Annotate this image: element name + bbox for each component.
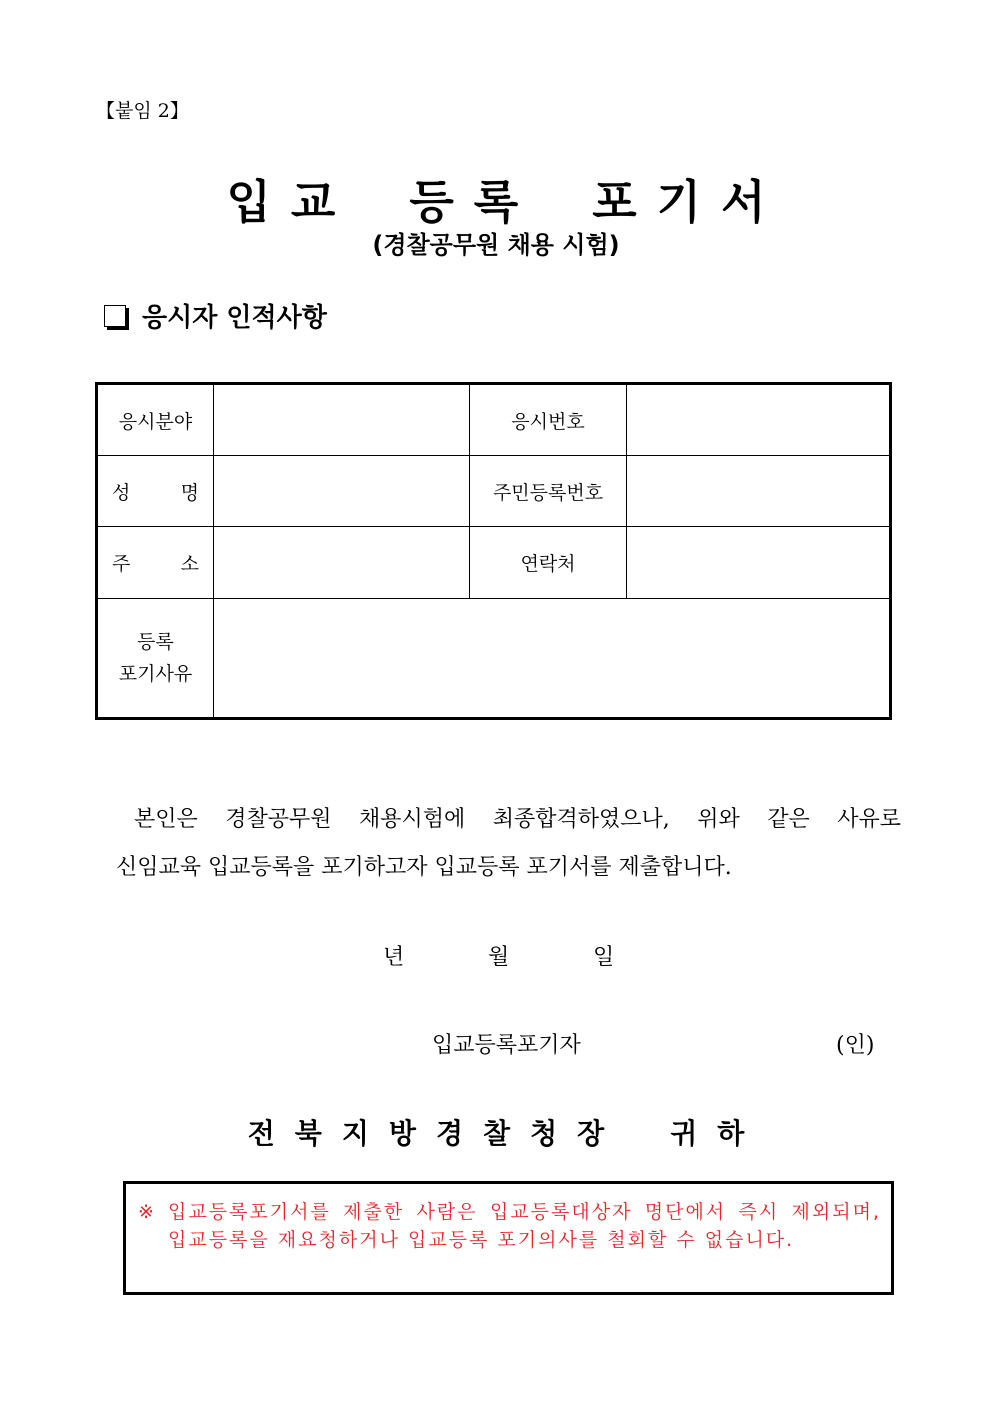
seal-mark: (인) [836,1033,875,1058]
section-heading [104,297,327,334]
date-month: 월 [488,945,510,970]
addressee-char: 장 [577,1117,605,1150]
label-part: 성 [112,481,131,504]
addressee-char: 북 [294,1117,322,1150]
notice-box [123,1181,894,1295]
addressee-char: 지 [341,1117,369,1150]
title-char: 록 [473,175,519,229]
addressee-char: 경 [435,1117,463,1150]
label-part: 명 [180,481,199,504]
date-day: 일 [593,945,615,970]
statement-paragraph [116,796,901,892]
addressee-char: 귀 [670,1117,698,1150]
checkbox-square-icon [104,305,126,327]
address-input[interactable] [214,527,470,599]
contact-input[interactable] [627,527,891,599]
title-char: 기 [656,175,702,229]
date-line [383,940,698,971]
title-char: 포 [592,175,637,229]
exam-field-input[interactable] [214,384,470,456]
label-line: 등록 [137,631,174,653]
addressee-char: 청 [530,1117,558,1150]
title-char: 입 [226,175,271,229]
notice-text: 입교등록포기서를 제출한 사람은 입교등록대상자 명단에서 즉시 제외되며, 입교등록을 재요청하거나 입교등록 포기의사를 철회할 수 없습니다. [168,1201,881,1251]
addressee-char: 전 [247,1117,275,1150]
label-withdrawal-reason [97,599,214,719]
statement-line-2: 신임교육 입교등록을 포기하고자 입교등록 포기서를 제출합니다. [116,855,732,880]
label-resident-number: 주민등록번호 [470,456,627,527]
name-input[interactable] [214,456,470,527]
table-row [97,384,891,456]
table-row [97,527,891,599]
date-year: 년 [383,945,405,970]
table-row [97,456,891,527]
signer-label: 입교등록포기자 [432,1033,581,1058]
document-subtitle: (경찰공무원 채용 시험) [372,231,620,259]
document-title [0,166,992,232]
label-exam-field: 응시분야 [97,384,214,456]
title-char: 등 [409,175,454,229]
withdrawal-reason-input[interactable] [214,599,891,719]
label-part: 주 [112,553,131,575]
label-exam-number: 응시번호 [470,384,627,456]
title-char: 서 [721,175,766,229]
label-contact: 연락처 [470,527,627,599]
section-heading-text: 응시자 인적사항 [142,303,327,333]
label-part: 소 [180,553,199,575]
resident-number-input[interactable] [627,456,891,527]
addressee-char: 하 [717,1117,745,1150]
title-char: 교 [290,175,336,229]
label-address [97,527,214,599]
reference-mark-icon: ※ [138,1201,154,1223]
attachment-label: 【붙임 2】 [96,100,189,122]
applicant-info-table [95,382,892,720]
statement-line-1: 본인은 경찰공무원 채용시험에 최종합격하였으나, 위와 같은 사유로 [134,807,901,832]
addressee-char: 찰 [483,1117,511,1150]
table-row [97,599,891,719]
label-line: 포기사유 [118,663,193,685]
addressee [0,1112,992,1152]
addressee-char: 방 [388,1117,416,1150]
exam-number-input[interactable] [627,384,891,456]
label-name [97,456,214,527]
